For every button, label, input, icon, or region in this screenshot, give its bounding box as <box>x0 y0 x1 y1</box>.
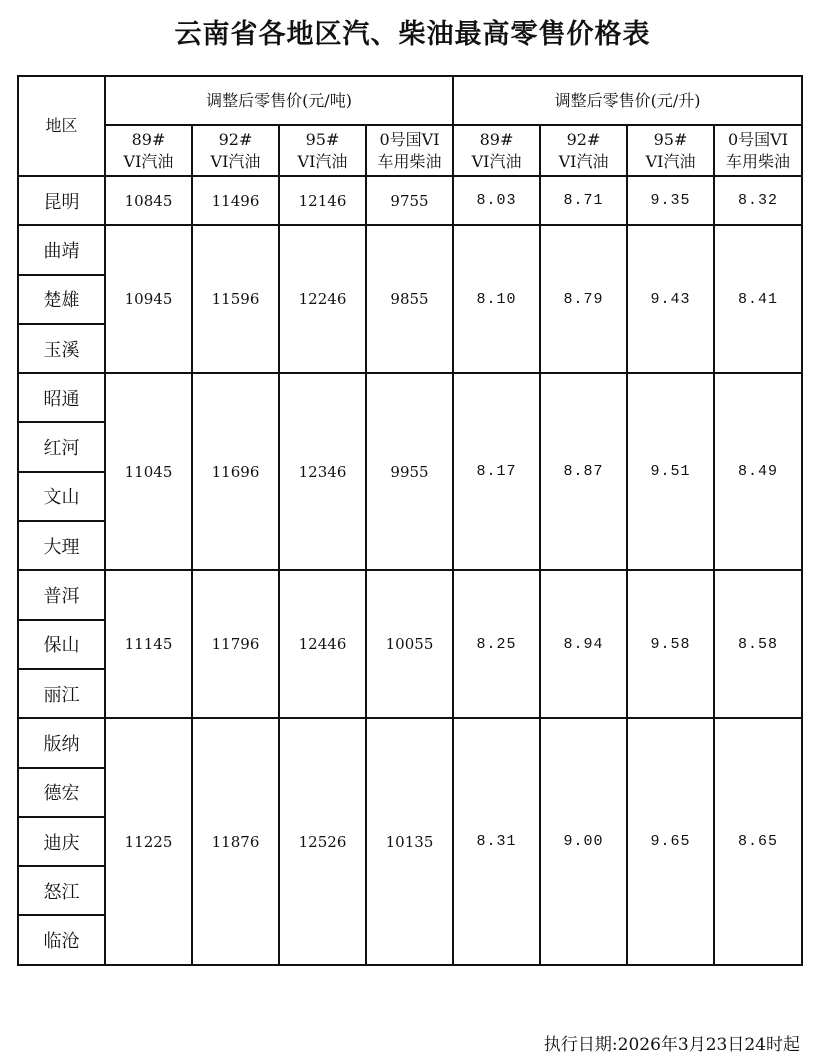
column-header-row <box>18 125 802 176</box>
price-per-liter-cell: 9.51 <box>627 373 714 570</box>
group-header-liter: 调整后零售价(元/升) <box>453 76 802 125</box>
price-per-ton-cell: 12246 <box>279 225 366 373</box>
column-header-grade: 95# <box>653 129 688 149</box>
price-per-liter-cell: 9.65 <box>627 718 714 964</box>
column-header <box>366 125 453 176</box>
column-header-fuel: VI汽油 <box>645 151 696 171</box>
region-cell: 德宏 <box>18 768 105 817</box>
price-per-ton-cell: 9955 <box>366 373 453 570</box>
region-cell: 临沧 <box>18 915 105 964</box>
price-per-liter-cell: 8.31 <box>453 718 540 964</box>
region-cell: 曲靖 <box>18 225 105 274</box>
price-per-liter-cell: 9.35 <box>627 176 714 225</box>
table-row <box>18 570 802 619</box>
effective-date: 执行日期:2026年3月23日24时起 <box>543 1035 800 1055</box>
column-header-fuel: VI汽油 <box>210 151 261 171</box>
column-header-grade: 0号国VI <box>379 129 440 149</box>
table-row <box>18 225 802 274</box>
price-per-ton-cell: 9755 <box>366 176 453 225</box>
price-per-ton-cell: 12146 <box>279 176 366 225</box>
region-cell: 文山 <box>18 472 105 521</box>
price-per-liter-cell: 9.43 <box>627 225 714 373</box>
column-header-fuel: VI汽油 <box>297 151 348 171</box>
table-body <box>18 176 802 965</box>
page-title: 云南省各地区汽、柴油最高零售价格表 <box>174 19 651 50</box>
price-per-ton-cell: 11696 <box>192 373 279 570</box>
table-row <box>18 718 802 767</box>
price-per-ton-cell: 11496 <box>192 176 279 225</box>
region-cell: 楚雄 <box>18 275 105 324</box>
region-cell: 版纳 <box>18 718 105 767</box>
region-cell: 丽江 <box>18 669 105 718</box>
column-header-grade: 89# <box>479 129 514 149</box>
column-header-grade: 95# <box>305 129 340 149</box>
column-header-grade: 89# <box>131 129 166 149</box>
price-per-liter-cell: 8.25 <box>453 570 540 718</box>
price-per-ton-cell: 11045 <box>105 373 192 570</box>
price-per-ton-cell: 11796 <box>192 570 279 718</box>
price-per-ton-cell: 11876 <box>192 718 279 964</box>
region-cell: 怒江 <box>18 866 105 915</box>
price-per-liter-cell: 8.03 <box>453 176 540 225</box>
table-row <box>18 176 802 225</box>
price-per-ton-cell: 12446 <box>279 570 366 718</box>
price-per-ton-cell: 11596 <box>192 225 279 373</box>
column-header-fuel: VI汽油 <box>558 151 609 171</box>
price-per-liter-cell: 8.32 <box>714 176 802 225</box>
table-row <box>18 373 802 422</box>
column-header <box>453 125 540 176</box>
price-per-liter-cell: 9.00 <box>540 718 627 964</box>
price-per-liter-cell: 8.71 <box>540 176 627 225</box>
column-header-grade: 92# <box>218 129 253 149</box>
price-per-ton-cell: 11145 <box>105 570 192 718</box>
price-per-ton-cell: 10055 <box>366 570 453 718</box>
price-table <box>17 75 803 966</box>
region-cell: 昆明 <box>18 176 105 225</box>
column-header-fuel: VI汽油 <box>471 151 522 171</box>
group-header-ton: 调整后零售价(元/吨) <box>105 76 453 125</box>
column-header <box>279 125 366 176</box>
price-per-liter-cell: 8.10 <box>453 225 540 373</box>
region-cell: 玉溪 <box>18 324 105 373</box>
price-per-liter-cell: 8.65 <box>714 718 802 964</box>
price-per-ton-cell: 9855 <box>366 225 453 373</box>
column-header <box>105 125 192 176</box>
region-cell: 普洱 <box>18 570 105 619</box>
region-cell: 保山 <box>18 620 105 669</box>
price-per-ton-cell: 10845 <box>105 176 192 225</box>
column-header <box>627 125 714 176</box>
price-per-ton-cell: 11225 <box>105 718 192 964</box>
column-header-fuel: VI汽油 <box>123 151 174 171</box>
price-per-ton-cell: 12526 <box>279 718 366 964</box>
price-per-liter-cell: 9.58 <box>627 570 714 718</box>
column-header-grade: 0号国VI <box>727 129 789 149</box>
price-per-ton-cell: 12346 <box>279 373 366 570</box>
price-per-liter-cell: 8.17 <box>453 373 540 570</box>
price-per-ton-cell: 10945 <box>105 225 192 373</box>
price-per-liter-cell: 8.58 <box>714 570 802 718</box>
column-header-grade: 92# <box>566 129 601 149</box>
region-cell: 红河 <box>18 422 105 471</box>
price-per-liter-cell: 8.87 <box>540 373 627 570</box>
column-header <box>714 125 802 176</box>
price-per-liter-cell: 8.94 <box>540 570 627 718</box>
price-per-liter-cell: 8.41 <box>714 225 802 373</box>
region-cell: 迪庆 <box>18 817 105 866</box>
price-per-liter-cell: 8.79 <box>540 225 627 373</box>
column-header <box>540 125 627 176</box>
region-cell: 大理 <box>18 521 105 570</box>
price-per-liter-cell: 8.49 <box>714 373 802 570</box>
column-header-fuel: 车用柴油 <box>726 151 791 171</box>
price-per-ton-cell: 10135 <box>366 718 453 964</box>
region-cell: 昭通 <box>18 373 105 422</box>
region-header: 地区 <box>18 76 105 176</box>
column-header <box>192 125 279 176</box>
column-header-fuel: 车用柴油 <box>377 151 442 171</box>
